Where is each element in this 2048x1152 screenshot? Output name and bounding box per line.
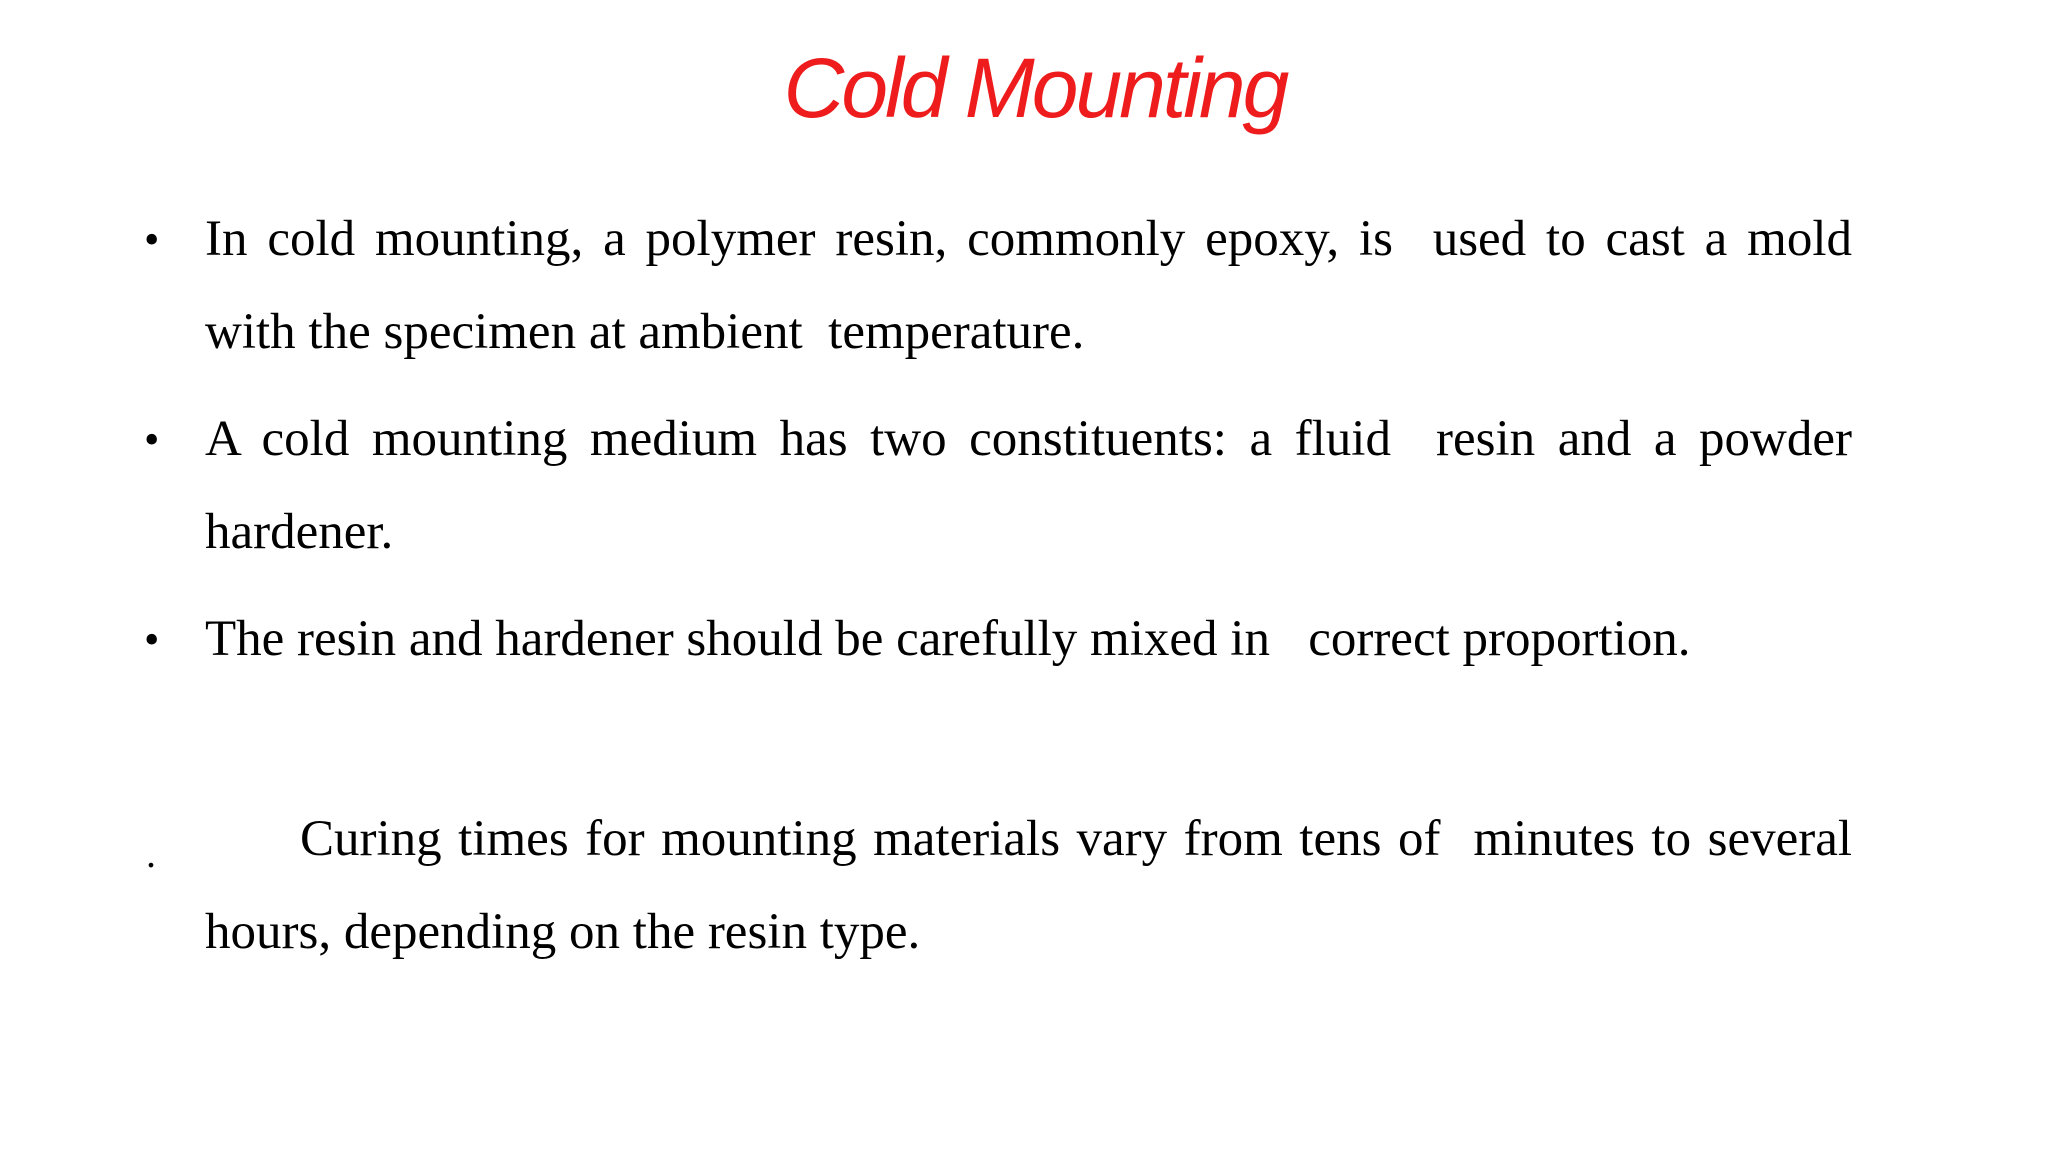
bullet-marker: . bbox=[146, 831, 156, 876]
bullet-text: Curing times for mounting materials vary from tens of minutes to several hours, depending on the resin type. bbox=[205, 811, 1865, 960]
bullet-text: The resin and hardener should be carefully mixed in correct proportion. bbox=[205, 611, 1691, 667]
bullet-text: A cold mounting medium has two constituents: a fluid resin and a powder hardener. bbox=[205, 411, 1865, 560]
slide-title: Cold Mounting bbox=[783, 41, 1287, 135]
bullet-marker: • bbox=[144, 215, 160, 264]
bullet-marker: • bbox=[144, 415, 160, 464]
bullet-text: In cold mounting, a polymer resin, commonly epoxy, is used to cast a mold with the specimen at ambient temperature. bbox=[205, 211, 1865, 360]
bullet-marker: • bbox=[144, 615, 160, 664]
